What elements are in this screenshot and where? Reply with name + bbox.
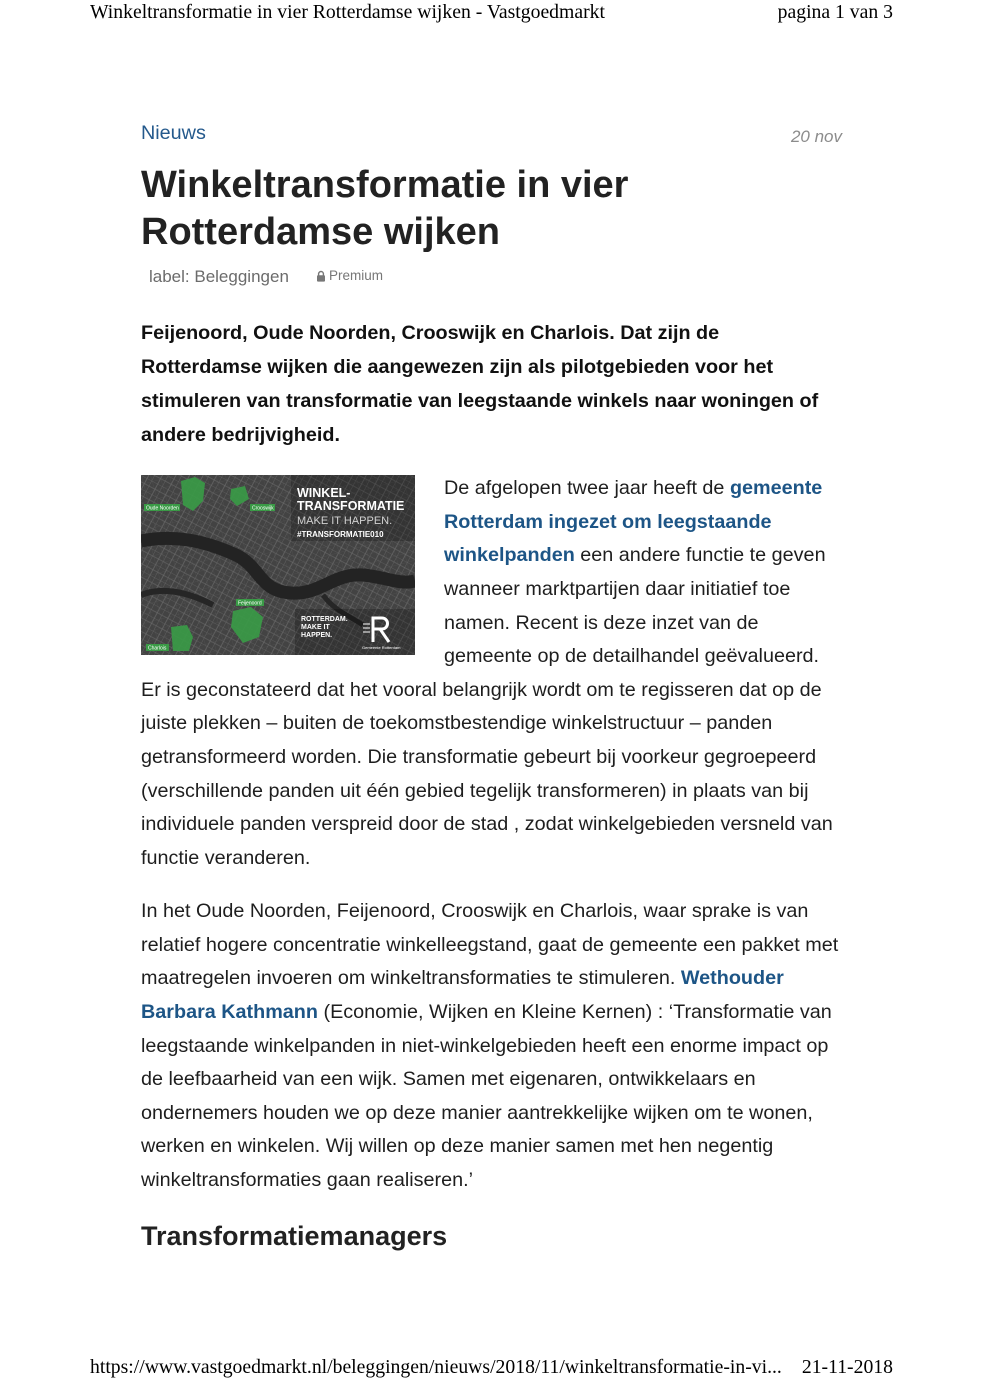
inline-link[interactable]: gemeente bbox=[729, 477, 823, 499]
image-slogan-line: MAKE IT bbox=[301, 624, 330, 631]
image-slogan-line: HAPPEN. bbox=[301, 632, 333, 639]
paragraph-line bbox=[141, 573, 833, 607]
section-link-nieuws[interactable]: Nieuws bbox=[141, 122, 206, 144]
paragraph-line bbox=[141, 996, 838, 1030]
text-segment: ondernemers houden we op deze manier aantrekkelijke wijken om te wonen, bbox=[141, 1101, 813, 1124]
area-label-crooswijk: Crooswijk bbox=[252, 505, 274, 512]
intro-line: stimuleren van transformatie van leegstaande winkels naar woningen of bbox=[141, 390, 819, 412]
text-segment: gemeente op de detailhandel geëvalueerd. bbox=[444, 645, 820, 668]
paragraph-line bbox=[141, 895, 838, 929]
inline-link[interactable]: winkelpanden bbox=[444, 544, 575, 567]
article-title-line: Rotterdamse wijken bbox=[141, 211, 500, 253]
image-tagline: MAKE IT HAPPEN. bbox=[297, 515, 393, 527]
paragraph-line bbox=[141, 808, 833, 842]
paragraph-line bbox=[141, 1030, 838, 1064]
article-intro bbox=[141, 316, 818, 452]
text-segment: maatregelen invoeren om winkeltransformaties te stimuleren. bbox=[141, 967, 681, 990]
text-segment: een andere functie te geven bbox=[574, 544, 826, 567]
text-segment: In het Oude Noorden, Feijenoord, Crooswijk en Charlois, waar sprake is van bbox=[141, 900, 809, 922]
paragraph-line bbox=[141, 775, 833, 809]
paragraph-2 bbox=[141, 895, 838, 1198]
area-label-charlois: Charlois bbox=[148, 645, 167, 652]
paragraph-line bbox=[141, 607, 833, 641]
article-title-line: Winkeltransformatie in vier bbox=[141, 164, 629, 206]
subheading: Transformatiemanagers bbox=[141, 1221, 448, 1251]
print-footer-url: https://www.vastgoedmarkt.nl/beleggingen/nieuws/2018/11/winkeltransformatie-in-vi... bbox=[90, 1356, 782, 1378]
inline-link[interactable]: Barbara Kathmann bbox=[141, 1000, 318, 1023]
publication-date: 20 nov bbox=[790, 127, 842, 146]
text-segment: functie veranderen. bbox=[141, 847, 311, 870]
label-tag-beleggingen[interactable]: label: Beleggingen bbox=[149, 267, 289, 286]
text-segment: relatief hogere concentratie winkelleegstand, gaat de gemeente een pakket met bbox=[141, 933, 839, 956]
paragraph-1 bbox=[141, 472, 833, 876]
text-segment: winkeltransformaties gaan realiseren.’ bbox=[141, 1169, 474, 1192]
image-slogan-line: ROTTERDAM. bbox=[301, 616, 348, 623]
text-segment: namen. Recent is deze inzet van de bbox=[444, 611, 759, 634]
paragraph-line bbox=[141, 741, 833, 775]
inline-link[interactable]: Wethouder bbox=[680, 967, 784, 990]
paragraph-line bbox=[141, 472, 833, 506]
text-segment: individuele panden verspreid door de stad , zodat winkelgebieden versneld van bbox=[141, 813, 833, 836]
inline-link[interactable]: Rotterdam ingezet om leegstaande bbox=[444, 510, 772, 533]
text-segment: (Economie, Wijken en Kleine Kernen) : ‘Transformatie van bbox=[317, 1000, 832, 1023]
text-segment: werken en winkelen. Wij willen op deze manier samen met hen negentig bbox=[141, 1135, 774, 1158]
text-segment: juiste plekken – buiten de toekomstbestendige winkelstructuur – panden bbox=[141, 712, 773, 735]
logo-text: Gemeente Rotterdam bbox=[362, 645, 401, 650]
text-segment: wanneer marktpartijen daar initiatief toe bbox=[444, 577, 791, 600]
paragraph-line bbox=[141, 640, 833, 674]
text-segment: de leefbaarheid van een wijk. Samen met eigenaren, ontwikkelaars en bbox=[141, 1068, 756, 1091]
image-headline-line: WINKEL- bbox=[297, 486, 351, 500]
intro-line: Feijenoord, Oude Noorden, Crooswijk en Charlois. Dat zijn de bbox=[141, 322, 720, 344]
intro-line: andere bedrijvigheid. bbox=[141, 424, 340, 446]
paragraph-line bbox=[141, 506, 833, 540]
image-hashtag: #TRANSFORMATIE010 bbox=[297, 530, 384, 539]
text-segment: De afgelopen twee jaar heeft de bbox=[444, 477, 730, 499]
paragraph-line bbox=[141, 674, 833, 708]
lock-icon bbox=[316, 270, 326, 282]
paragraph-line bbox=[141, 707, 833, 741]
article-title bbox=[141, 162, 628, 256]
area-label-oude-noorden: Oude Noorden bbox=[146, 505, 179, 512]
text-segment: (verschillende panden uit één gebied tegelijk transformeren) in plaats van bij bbox=[141, 779, 809, 802]
image-headline-line: TRANSFORMATIE bbox=[297, 499, 405, 513]
print-footer-date: 21-11-2018 bbox=[801, 1356, 893, 1378]
paragraph-line bbox=[141, 1063, 838, 1097]
premium-label: Premium bbox=[329, 268, 384, 283]
text-segment: getransformeerd worden. Die transformatie gebeurt bij voorkeur gegroepeerd bbox=[141, 746, 817, 769]
print-page-indicator: pagina 1 van 3 bbox=[777, 1, 893, 23]
paragraph-line bbox=[141, 1130, 838, 1164]
print-header-title: Winkeltransformatie in vier Rotterdamse wijken - Vastgoedmarkt bbox=[90, 1, 605, 23]
paragraph-line bbox=[141, 962, 838, 996]
area-label-feijenoord: Feijenoord bbox=[238, 600, 262, 607]
paragraph-line bbox=[141, 539, 833, 573]
text-segment: leegstaande winkelpanden in niet-winkelgebieden heeft een enorme impact op bbox=[141, 1034, 829, 1057]
paragraph-line bbox=[141, 1097, 838, 1131]
premium-badge bbox=[316, 266, 383, 286]
paragraph-line bbox=[141, 1164, 838, 1198]
text-segment: Er is geconstateerd dat het vooral belangrijk wordt om te regisseren dat op de bbox=[141, 678, 822, 701]
intro-line: Rotterdamse wijken die aangewezen zijn als pilotgebieden voor het bbox=[141, 356, 774, 378]
paragraph-line bbox=[141, 842, 833, 876]
paragraph-line bbox=[141, 929, 838, 963]
